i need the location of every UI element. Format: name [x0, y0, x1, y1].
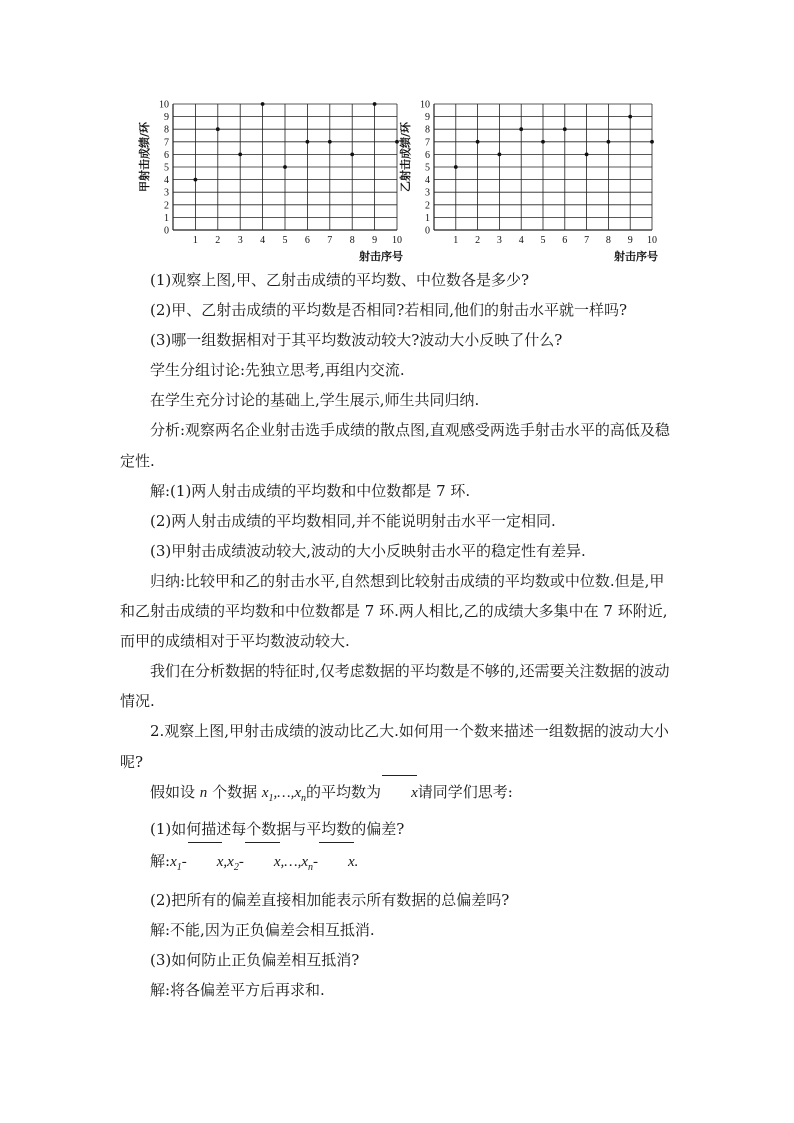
chart1-y-tick-label: 5	[164, 162, 169, 174]
assumption-paragraph	[120, 777, 674, 814]
chart1-data-point	[306, 140, 310, 144]
sum-question: (2)把所有的偏差直接相加能表示所有数据的总偏差吗?	[150, 890, 510, 909]
chart2-y-tick-label: 9	[425, 112, 430, 124]
chart2-x-axis-title: 射击序号	[614, 250, 658, 263]
chart1-x-axis-title: 射击序号	[359, 250, 403, 263]
chart1-y-tick-label: 4	[164, 175, 169, 187]
chart1-x-tick-label: 4	[260, 235, 266, 246]
analysis-paragraph: 分析:观察两名企业射击选手成绩的散点图,直观感受两选手射击水平的高低及稳定性.	[120, 421, 670, 470]
square-answer: 解:将各偏差平方后再求和.	[150, 981, 325, 1000]
chart-canvas	[130, 95, 670, 270]
chart1-y-tick-label: 10	[159, 99, 169, 111]
chart1-data-point	[238, 153, 242, 157]
chart2-x-tick-label: 2	[475, 235, 481, 246]
sum-answer: 解:不能,因为正负偏差会相互抵消.	[150, 920, 375, 939]
chart2-x-tick-label: 9	[627, 235, 633, 246]
chart1-data-point	[350, 153, 354, 157]
chart2-x-tick-label: 4	[518, 235, 524, 246]
chart1-data-point	[261, 102, 265, 106]
chart1-data-point	[194, 178, 198, 182]
chart2-x-tick-label: 10	[647, 235, 657, 246]
answer-3: (3)甲射击成绩波动较大,波动的大小反映射击水平的稳定性有差异.	[150, 541, 586, 560]
chart1-y-tick-label: 1	[164, 212, 169, 224]
scatter-charts	[130, 95, 670, 270]
chart2-y-tick-label: 10	[420, 99, 430, 111]
assume-text-c: 的平均数为	[306, 782, 382, 801]
n-symbol: n	[199, 784, 208, 801]
deviation-formula: $x_1-$ $x,x_2-$ $x,\dots,x_n-$ x.	[170, 854, 358, 870]
chart1-x-tick-label: 2	[215, 235, 221, 246]
chart1-data-point	[283, 165, 287, 169]
chart1-data-point	[216, 127, 220, 131]
square-question: (3)如何防止正负偏差相互抵消?	[150, 950, 360, 969]
chart1-data-point	[328, 140, 332, 144]
chart1-x-tick-label: 6	[304, 235, 310, 246]
chart1-y-tick-label: 2	[164, 200, 169, 212]
chart2-y-tick-label: 5	[425, 162, 430, 174]
chart2-data-point	[541, 140, 545, 144]
chart2-data-point	[563, 127, 567, 131]
question-3: (3)哪一组数据相对于其平均数波动较大?波动大小反映了什么?	[150, 331, 563, 350]
assume-text-b: 个数据	[212, 782, 258, 801]
chart1-y-axis-title: 甲射击成绩/环	[138, 121, 151, 193]
chart2-y-tick-label: 1	[425, 212, 430, 224]
lesson-text	[120, 265, 674, 1005]
chart2-y-tick-label: 4	[425, 175, 430, 187]
chart2-x-tick-label: 1	[453, 235, 459, 246]
chart2-data-point	[498, 153, 502, 157]
chart2-y-tick-label: 6	[425, 149, 430, 161]
chart1-x-tick-label: 1	[192, 235, 198, 246]
answer-1: 解:(1)两人射击成绩的平均数和中位数都是 7 环.	[150, 481, 471, 500]
discussion-note: 学生分组讨论:先独立思考,再组内交流.	[150, 361, 405, 380]
chart2-data-point	[585, 153, 589, 157]
deviation-question: (1)如何描述每个数据与平均数的偏差?	[150, 819, 405, 838]
chart2-x-tick-label: 7	[584, 235, 590, 246]
answer-2: (2)两人射击成绩的平均数相同,并不能说明射击水平一定相同.	[150, 511, 556, 530]
chart2-x-tick-label: 5	[540, 235, 546, 246]
question-2: (2)甲、乙射击成绩的平均数是否相同?若相同,他们的射击水平就一样吗?	[150, 301, 628, 320]
chart2-x-tick-label: 6	[562, 235, 568, 246]
chart2-y-tick-label: 0	[425, 225, 430, 237]
chart1-y-tick-label: 6	[164, 149, 169, 161]
assume-text-a: 假如设	[150, 782, 196, 801]
chart2-data-point	[454, 165, 458, 169]
chart1-x-tick-label: 10	[392, 235, 402, 246]
chart1-x-tick-label: 8	[349, 235, 355, 246]
mean-symbol: x	[381, 778, 418, 808]
question-1: (1)观察上图,甲、乙射击成绩的平均数、中位数各是多少?	[150, 271, 530, 289]
chart2-data-point	[628, 115, 632, 119]
chart2-y-axis-title: 乙射击成绩/环	[399, 121, 412, 193]
chart2-x-tick-label: 8	[605, 235, 611, 246]
chart2-y-tick-label: 2	[425, 200, 430, 212]
chart2-data-point	[519, 127, 523, 131]
data-sequence: $x_1,\dots,x_n$	[261, 784, 307, 804]
induction-paragraph: 归纳:比较甲和乙的射击水平,自然想到比较射击成绩的平均数或中位数.但是,甲和乙射击成绩的平均数和中位数都是 7 环.两人相比,乙的成绩大多集中在 7 环附近,而甲的成绩相对于平均数波动较大.	[120, 571, 668, 651]
chart1-x-tick-label: 3	[237, 235, 243, 246]
chart1-x-tick-label: 7	[327, 235, 333, 246]
chart2-data-point	[607, 140, 611, 144]
chart1-y-tick-label: 8	[164, 124, 169, 136]
chart2-data-point	[476, 140, 480, 144]
chart2-y-tick-label: 8	[425, 124, 430, 136]
conclusion-paragraph: 我们在分析数据的特征时,仅考虑数据的平均数是不够的,还需要关注数据的波动情况.	[120, 662, 670, 711]
chart2-x-tick-label: 3	[496, 235, 502, 246]
chart1-y-tick-label: 9	[164, 112, 169, 124]
chart1-y-tick-label: 3	[164, 187, 169, 199]
variance-question: 2.观察上图,甲射击成绩的波动比乙大.如何用一个数来描述一组数据的波动大小呢?	[120, 722, 669, 771]
chart2-data-point	[650, 140, 654, 144]
chart1-data-point	[373, 102, 377, 106]
deviation-answer-prefix: 解:	[150, 851, 171, 870]
chart1-y-tick-label: 0	[164, 225, 169, 237]
summary-note: 在学生充分讨论的基础上,学生展示,师生共同归纳.	[150, 391, 480, 410]
deviation-answer	[120, 844, 674, 885]
chart1-x-tick-label: 5	[282, 235, 288, 246]
chart2-y-tick-label: 7	[425, 137, 430, 149]
assume-text-d: 请同学们思考:	[417, 782, 513, 801]
chart2-y-tick-label: 3	[425, 187, 430, 199]
chart1-y-tick-label: 7	[164, 137, 169, 149]
chart1-x-tick-label: 9	[372, 235, 378, 246]
